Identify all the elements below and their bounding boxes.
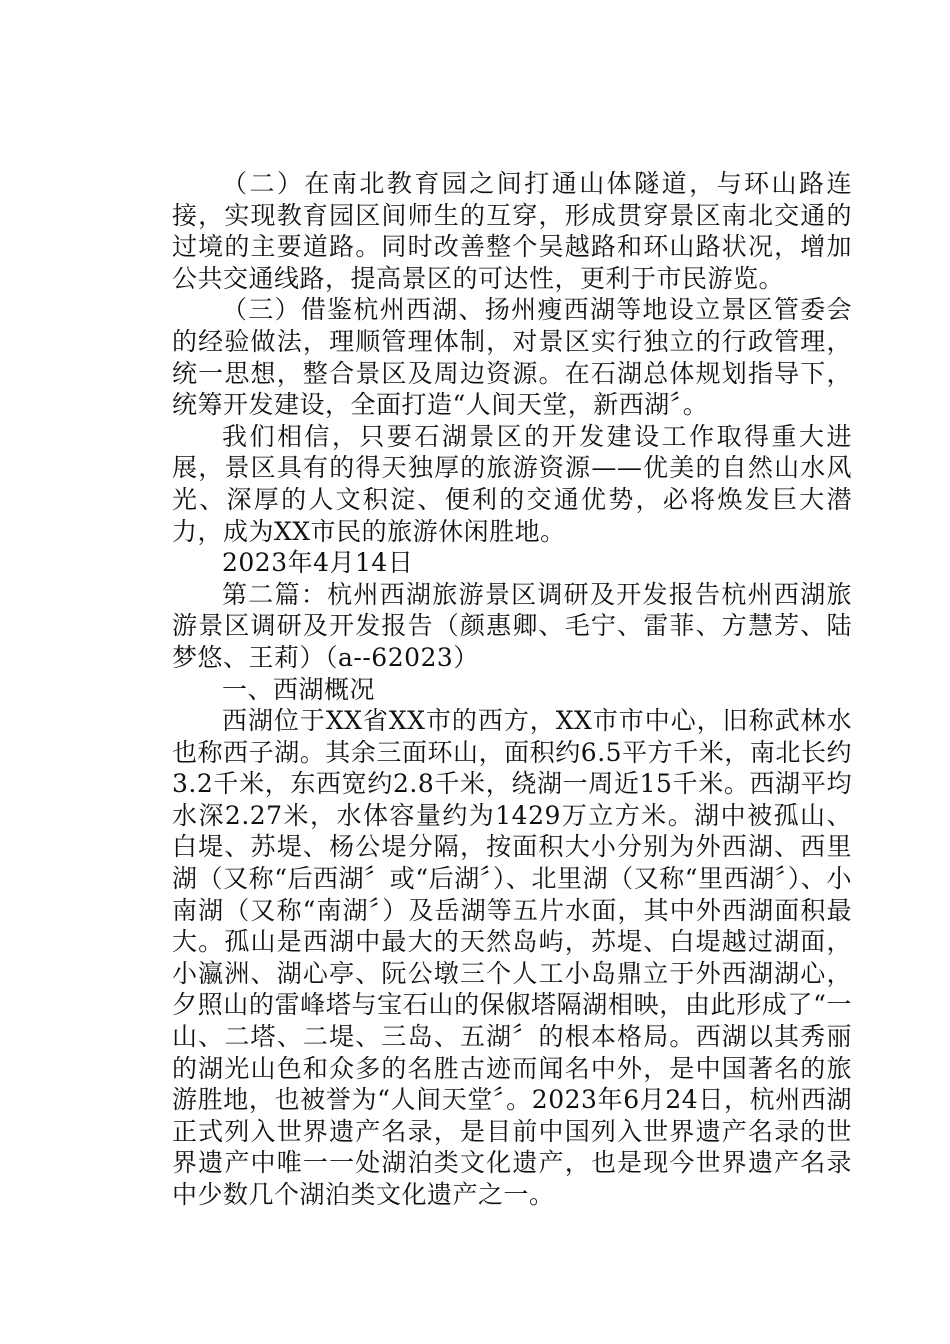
- paragraph-transport: （二）在南北教育园之间打通山体隧道，与环山路连接，实现教育园区间师生的互穿，形成贯穿景区南北交通的过境的主要道路。同时改善整个吴越路和环山路状况，增加公共交通线路，提高景区的可达性，更利于市民游览。: [172, 169, 852, 293]
- paragraph-west-lake-overview: 西湖位于XX省XX市的西方，XX市市中心，旧称武林水也称西子湖。其余三面环山，面积约6.5平方千米，南北长约3.2千米，东西宽约2.8千米，绕湖一周近15千米。西湖平均水深2.27米，水体容量约为1429万立方米。湖中被孤山、白堤、苏堤、杨公堤分隔，按面积大小分别为外西湖、西里湖（又称“后西湖〞或“后湖〞）、北里湖（又称“里西湖〞）、小南湖（又称“南湖〞）及岳湖等五片水面，其中外西湖面积最大。孤山是西湖中最大的天然岛屿，苏堤、白堤越过湖面，小瀛洲、湖心亭、阮公墩三个人工小岛鼎立于外西湖湖心，夕照山的雷峰塔与宝石山的保俶塔隔湖相映，由此形成了“一山、二塔、二堤、三岛、五湖〞的根本格局。西湖以其秀丽的湖光山色和众多的名胜古迹而闻名中外，是中国著名的旅游胜地，也被誉为“人间天堂〞。2023年6月24日，杭州西湖正式列入世界遗产名录，是目前中国列入世界遗产名录的世界遗产中唯一一处湖泊类文化遗产，也是现今世界遗产名录中少数几个湖泊类文化遗产之一。: [172, 706, 852, 1209]
- paragraph-management: （三）借鉴杭州西湖、扬州瘦西湖等地设立景区管委会的经验做法，理顺管理体制，对景区实行独立的行政管理，统一思想，整合景区及周边资源。在石湖总体规划指导下，统筹开发建设，全面打造“人间天堂，新西湖〞。: [172, 295, 852, 420]
- section-heading-overview: 一、西湖概况: [222, 674, 376, 704]
- document-date: 2023年4月14日: [222, 548, 414, 578]
- paragraph-conclusion: 我们相信，只要石湖景区的开发建设工作取得重大进展，景区具有的得天独厚的旅游资源——优美的自然山水风光、深厚的人文积淀、便利的交通优势，必将焕发巨大潜力，成为XX市民的旅游休闲胜地。: [172, 421, 852, 546]
- section-title-part-two: 第二篇：杭州西湖旅游景区调研及开发报告杭州西湖旅游景区调研及开发报告（颜惠卿、毛宁、雷菲、方慧芳、陆梦悠、王莉）（a--62023）: [172, 579, 852, 672]
- document-body: [172, 168, 852, 1211]
